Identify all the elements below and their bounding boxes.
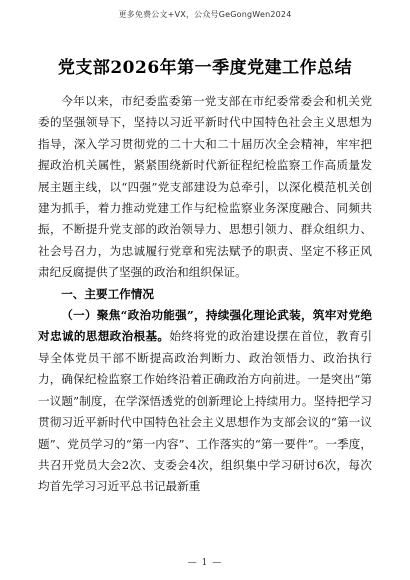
subsection-heading: （一）聚焦“政治功能强”，持续强化理论武装，筑牢对党绝对忠诚的思想政治根基。: [38, 308, 372, 344]
header-note: 更多免费公文+VX，公众号GeGongWen2024: [118, 10, 292, 19]
subsection-paragraph: [38, 305, 372, 498]
page-number: — 1 —: [187, 558, 223, 568]
document-body: [38, 91, 372, 498]
document-title: 党支部2026年第一季度党建工作总结: [57, 58, 353, 78]
section-heading: 一、主要工作情况: [61, 286, 154, 301]
subsection-body: 始终将党的政治建设摆在首位，教育引导全体党员干部不断提高政治判断力、政治领悟力、政治执行力，确保纪检监察工作始终沿着正确政治方向前进。一是突出“第一议题”制度，在学深悟透党的创新理论上持续用力。坚持把学习贯彻习近平新时代中国特色社会主义思想作为支部会议的“第一议题”、党员学习的“第一内容”、工作落实的“第一要件”。一季度，共召开党员大会2次、支委会4次，组织集中学习研讨6次，每次均首先学习习近平总书记最新重: [38, 329, 372, 494]
intro-paragraph: 今年以来，市纪委监委第一党支部在市纪委常委会和机关党委的坚强领导下，坚持以习近平新时代中国特色社会主义思想为指导，深入学习贯彻党的二十大和二十届历次全会精神，牢牢把握政治机关属性，紧紧围绕新时代新征程纪检监察工作高质量发展主题主线，以“四强”党支部建设为总牵引，以深化模范机关创建为抓手，着力推动党建工作与纪检监察业务深度融合、同频共振，不断提升党支部的政治领导力、思想引领力、群众组织力、社会号召力，为忠诚履行党章和宪法赋予的职责、坚定不移正风肃纪反腐提供了坚强的政治和组织保证。: [38, 94, 372, 280]
